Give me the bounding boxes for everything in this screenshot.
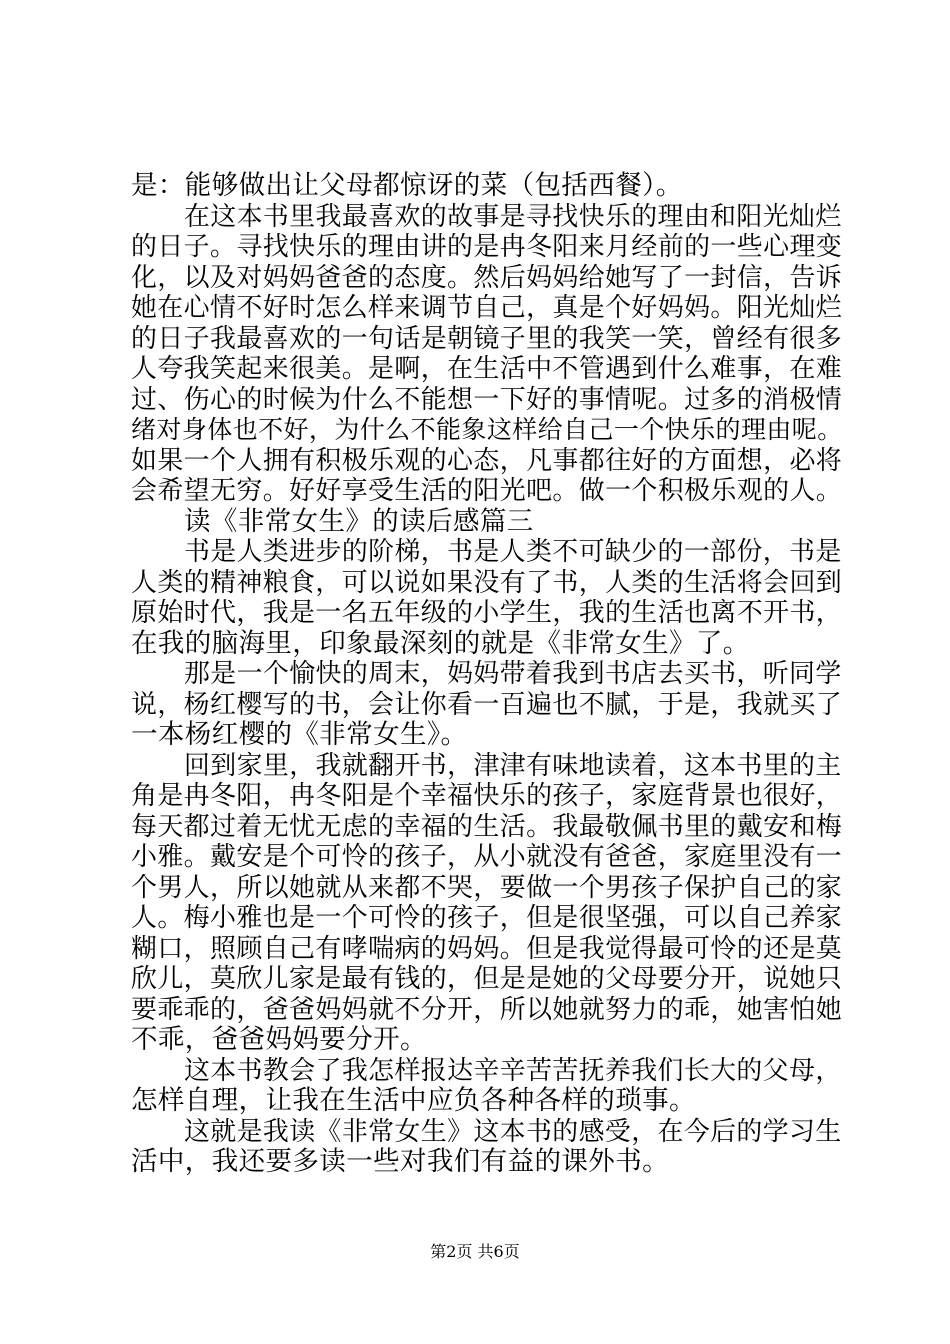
paragraph-first-line: 回到家里，我就翻开书，津津有味地读着，这本书里的主 <box>184 751 842 781</box>
text-line: 人夸我笑起来很美。是啊，在生活中不管遇到什么难事，在难 <box>131 354 843 384</box>
text-line: 说，杨红樱写的书，会让你看一百遍也不腻，于是，我就买了 <box>131 690 843 720</box>
paragraph-first-line: 这本书教会了我怎样报达辛辛苦苦抚养我们长大的父母， <box>184 1056 842 1086</box>
text-line: 欣儿，莫欣儿家是最有钱的，但是是她的父母要分开，说她只 <box>131 964 843 994</box>
text-line: 会希望无穷。好好享受生活的阳光吧。做一个积极乐观的人。 <box>131 476 843 506</box>
text-line: 小雅。戴安是个可怜的孩子，从小就没有爸爸，家庭里没有一 <box>131 842 843 872</box>
paragraph-first-line: 这就是我读《非常女生》这本书的感受，在今后的学习生 <box>184 1117 842 1147</box>
text-line: 绪对身体也不好，为什么不能象这样给自己一个快乐的理由呢。 <box>131 415 843 444</box>
text-line: 要乖乖的，爸爸妈妈就不分开，所以她就努力的乖，她害怕她 <box>131 995 843 1025</box>
text-line: 化，以及对妈妈爸爸的态度。然后妈妈给她写了一封信，告诉 <box>131 263 843 293</box>
paragraph-first-line: 在这本书里我最喜欢的故事是寻找快乐的理由和阳光灿烂 <box>184 202 842 232</box>
paragraph-first-line: 那是一个愉快的周末，妈妈带着我到书店去买书，听同学 <box>184 659 842 689</box>
text-line: 的日子我最喜欢的一句话是朝镜子里的我笑一笑，曾经有很多 <box>131 324 843 354</box>
text-line: 不乖，爸爸妈妈要分开。 <box>131 1024 427 1055</box>
text-line: 角是冉冬阳，冉冬阳是个幸福快乐的孩子，家庭背景也很好， <box>131 781 843 811</box>
page-number-footer: 第2页 共6页 <box>430 1242 520 1261</box>
text-line: 每天都过着无忧无虑的幸福的生活。我最敬佩书里的戴安和梅 <box>131 812 843 842</box>
text-line: 过、伤心的时候为什么不能想一下好的事情呢。过多的消极情 <box>131 385 843 415</box>
text-line: 如果一个人拥有积极乐观的心态，凡事都往好的方面想，必将 <box>131 446 843 476</box>
text-line: 糊口，照顾自己有哮喘病的妈妈。但是我觉得最可怜的还是莫 <box>131 934 843 964</box>
text-line: 人。梅小雅也是一个可怜的孩子，但是很坚强，可以自己养家 <box>131 903 843 933</box>
text-line: 的日子。寻找快乐的理由讲的是冉冬阳来月经前的一些心理变 <box>131 232 843 262</box>
paragraph-first-line: 书是人类进步的阶梯，书是人类不可缺少的一部份，书是 <box>184 537 842 567</box>
text-line: 活中，我还要多读一些对我们有益的课外书。 <box>131 1146 669 1177</box>
text-line: 是：能够做出让父母都惊讶的菜（包括西餐）。 <box>131 170 683 201</box>
text-line: 个男人，所以她就从来都不哭，要做一个男孩子保护自己的家 <box>131 873 843 903</box>
text-line: 在我的脑海里，印象最深刻的就是《非常女生》了。 <box>131 628 750 659</box>
text-line: 一本杨红樱的《非常女生》。 <box>131 719 468 750</box>
text-line: 原始时代，我是一名五年级的小学生，我的生活也离不开书， <box>131 598 843 628</box>
section-heading: 读《非常女生》的读后感篇三 <box>184 506 534 537</box>
text-line: 人类的精神粮食，可以说如果没有了书，人类的生活将会回到 <box>131 568 843 598</box>
text-line: 她在心情不好时怎么样来调节自己，真是个好妈妈。阳光灿烂 <box>131 293 843 323</box>
text-line: 怎样自理，让我在生活中应负各种各样的琐事。 <box>131 1085 696 1116</box>
